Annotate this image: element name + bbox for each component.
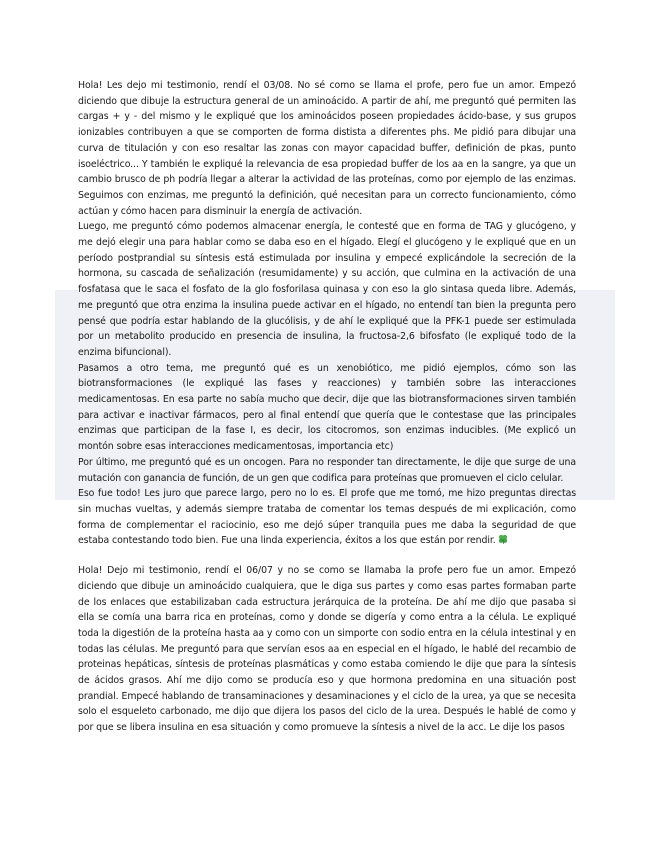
section-spacer <box>78 549 576 563</box>
testimony-1-paragraph-3: Pasamos a otro tema, me preguntó qué es un xenobiótico, me pidió ejemplos, cómo son las biotransformaciones (le expliqué las fases y reacciones) y también sobre las interacciones medicamentosas. En esa parte no sabía mucho que decir, dije que las biotransformaciones sirven también para activar e inactivar fármacos, pero al final entendí que quería que le contestase que las principales enzimas que participan de la fase I, es decir, los citocromos, son enzimas inducibles. (Me explicó un montón sobre esas interacciones medicamentosas, importancia etc) <box>78 362 576 453</box>
testimony-1-paragraph-1: Hola! Les dejo mi testimonio, rendí el 03/08. No sé como se llama el profe, pero fue un amor. Empezó diciendo que dibuje la estructura general de un aminoácido. A partir de ahí, me preguntó qué permiten las cargas + y - del mismo y le expliqué que los aminoácidos poseen propiedades ácido-base, y sus grupos ionizables contribuyen a que se comporten de forma distista a diferentes phs. Me pidió para dibujar una curva de titulación y con eso resaltar las zonas con mayor capacidad buffer, definición de pkas, punto isoeléctrico... Y también le expliqué la relevancia de esa propiedad buffer de los aa en la sangre, ya que un cambio brusco de ph podría llegar a alterar la actividad de las proteínas, como por ejemplo de las enzimas. Seguimos con enzimas, me preguntó la definición, qué necesitan para un correcto funcionamiento, cómo actúan y cómo hacen para disminuir la energía de activación. <box>78 80 576 217</box>
testimony-2 <box>78 563 576 736</box>
testimony-1-paragraph-4: Por último, me preguntó qué es un oncogen. Para no responder tan directamente, le dije que surge de una mutación con ganancia de función, de un gen que codifica para proteínas que promueven el ciclo celular. <box>78 456 576 484</box>
testimony-2-paragraph-1: Hola! Dejo mi testimonio, rendí el 06/07 y no se como se llamaba la profe pero fue un amor. Empezó diciendo que dibuje un aminoácido cualquiera, que le diga sus partes y como esas partes formaban parte de los enlaces que estabilizaban cada estructura jerárquica de la proteína. De ahí me dijo que pasaba si ella se comía una barra rica en proteínas, como y donde se digería y como entra a la célula. Le expliqué toda la digestión de la proteína hasta aa y como con un simporte con sodio entra en la célula intestinal y en todas las células. Me preguntó para que servían esos aa en especial en el hígado, le hablé del recambio de proteinas hepáticas, síntesis de proteínas plasmáticas y como estaba comiendo le dije que para la síntesis de ácidos grasos. Ahí me dijo como se producía eso y que hormona predomina en una situación post prandial. Empecé hablando de transaminaciones y desaminaciones y el ciclo de la urea, ya que se necesita solo el esqueleto carbonado, me dijo que dijera los pasos del ciclo de la urea. Después le hablé de como y por que se libera insulina en esa situación y como promueve la síntesis a nivel de la acc. Le dije los pasos <box>78 565 576 734</box>
testimony-1 <box>78 78 576 549</box>
testimony-1-closing-text: Eso fue todo! Les juro que parece largo, pero no lo es. El profe que me tomó, me hizo preguntas directas sin muchas vueltas, y además siempre trataba de comentar los temas después de mi explicación, como forma de complementar el raciocinio, eso me dejó súper tranquila pues me daba la seguridad de que estaba contestando todo bien. Fue una linda experiencia, éxitos a los que están por rendir. <box>78 488 576 547</box>
testimony-1-paragraph-2: Luego, me preguntó cómo podemos almacenar energía, le contesté que en forma de TAG y glucógeno, y me dejó elegir una para hablar como se daba eso en el hígado. Elegí el glucógeno y le expliqué que en un período postprandial su síntesis está estimulada por insulina y empecé explicándole la secreción de la hormona, su cascada de señalización (resumidamente) y su acción, que culmina en la activación de una fosfatasa que le saca el fosfato de la glo fosforilasa quinasa y con eso la glo sintasa queda libre. Además, me preguntó que otra enzima la insulina puede activar en el hígado, no entendí tan bien la pregunta pero pensé que podría estar hablando de la glucólisis, y de ahí le expliqué que la PFK-1 puede ser estimulada por un metabolito producido en presencia de insulina, la fructosa-2,6 bifosfato (le expliqué todo de la enzima bifuncional). <box>78 221 576 358</box>
document-page <box>78 78 576 736</box>
four-leaf-clover-icon <box>498 534 508 544</box>
testimony-1-paragraph-5 <box>78 486 576 549</box>
